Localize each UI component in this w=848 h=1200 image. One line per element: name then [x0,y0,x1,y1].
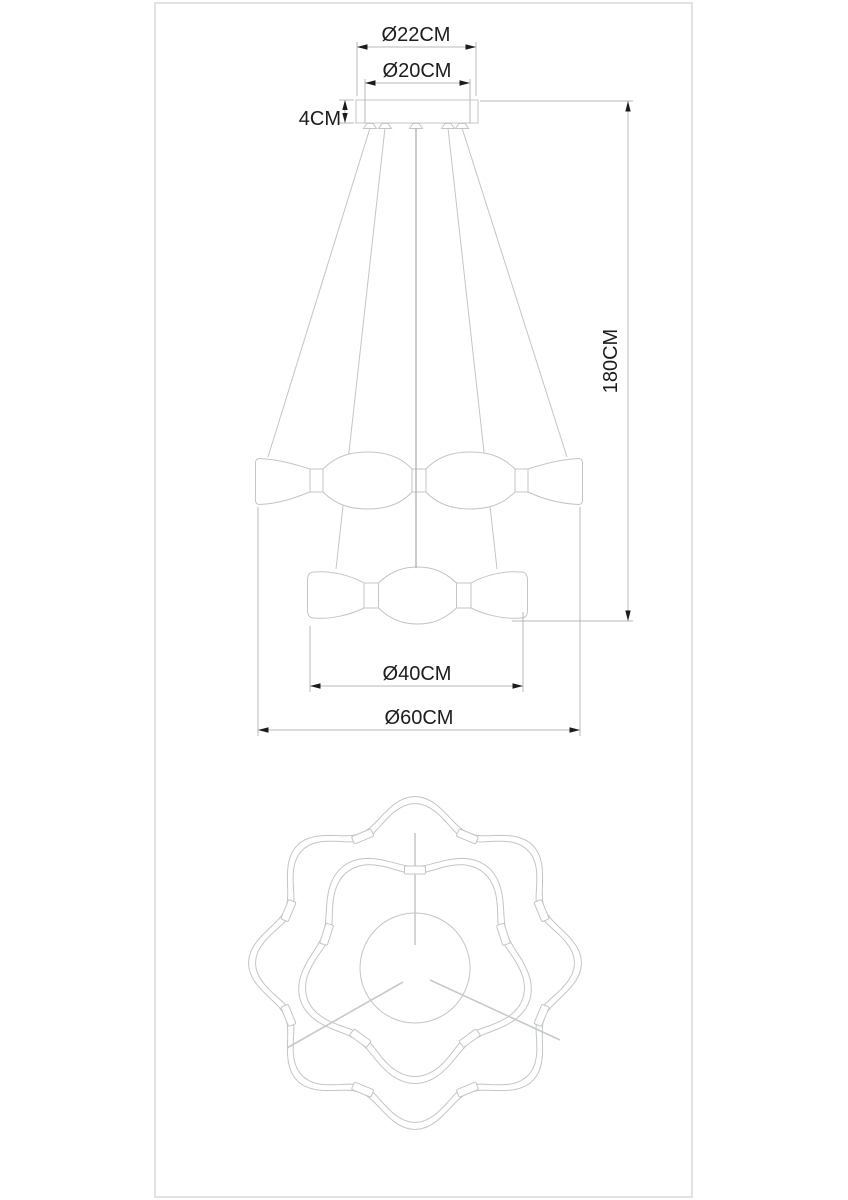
ring-connector-clip [349,1029,371,1048]
dim-label-lower-ring: Ø40CM [382,663,452,685]
ring-connector-clip [456,1082,478,1097]
upper-ring-side [256,452,583,509]
ring-connector-clip [351,829,373,844]
arrowhead [466,44,477,49]
dim-label-canopy-height: 4CM [298,108,341,130]
arrowhead [357,44,368,49]
ring-connector-clip [351,1082,373,1097]
ring-connector-clip [281,899,296,921]
arrowhead [570,727,581,732]
ring-connector-clip [320,923,334,945]
ring-connector-clip [534,899,549,921]
dim-label-upper-ring: Ø60CM [384,707,454,729]
arrowhead [342,113,347,123]
suspension-wires [268,128,567,569]
side-view [256,24,634,736]
arrowhead [460,80,471,85]
arrowhead [310,683,321,688]
dim-label-canopy-inner: Ø20CM [382,60,452,82]
arrowhead [342,100,347,110]
ring-connector-clip [281,1004,296,1026]
ring-connector-clip [534,1004,549,1026]
lower-ring-side [308,567,528,624]
dimension-suspension-height [480,101,633,621]
lower-ring-outline [308,567,528,624]
arrowhead [513,683,524,688]
wire-left-outer [268,128,370,457]
dimension-canopy-inner [365,60,470,86]
arrowhead [258,727,269,732]
arrowhead [625,611,630,622]
arrowhead [625,101,630,112]
top-view [249,797,582,1130]
canopy-body [356,100,478,123]
wire-right-outer [462,128,567,457]
ring-connector-clip [496,923,510,945]
ceiling-canopy [356,79,478,129]
arrowhead [365,80,376,85]
dimension-canopy-height [299,100,354,130]
dim-label-suspension-height: 180CM [600,328,622,394]
wire-mounts [364,124,469,129]
ring-connector-clip [405,866,426,874]
ring-connector-clip [456,829,478,844]
ring-connector-clip [459,1029,481,1048]
upper-ring-outline [256,452,583,509]
top-view-connectors [281,829,550,1098]
dim-label-canopy-outer: Ø22CM [381,24,451,46]
